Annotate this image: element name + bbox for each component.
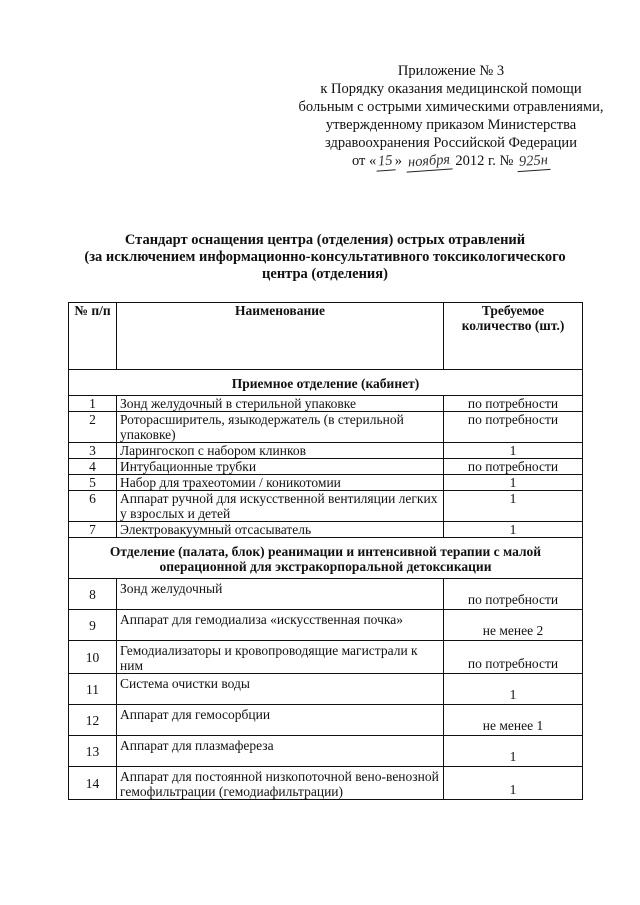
handwritten-order-number: 925н xyxy=(516,151,550,172)
row-name: Аппарат для постоянной низкопоточной вено-венозной гемофильтрации (гемодиафильтрации) xyxy=(117,767,444,800)
row-name: Роторасширитель, языкодержатель (в стерильной упаковке) xyxy=(117,412,444,443)
annex-title: Приложение № 3 xyxy=(397,63,505,79)
table-row xyxy=(69,641,583,674)
annex-date-line xyxy=(296,152,606,171)
document-title xyxy=(60,232,590,283)
row-name: Набор для трахеотомии / коникотомии xyxy=(117,475,444,491)
row-qty: по потребности xyxy=(444,396,583,412)
row-name: Зонд желудочный xyxy=(117,579,444,610)
row-name: Аппарат для плазмафереза xyxy=(117,736,444,767)
date-mid: » xyxy=(394,153,403,169)
row-qty: 1 xyxy=(444,443,583,459)
table-row xyxy=(69,443,583,459)
row-name: Ларингоскоп с набором клинков xyxy=(117,443,444,459)
row-num: 5 xyxy=(69,475,117,491)
annex-line-4: здравоохранения Российской Федерации xyxy=(325,135,577,151)
row-num: 2 xyxy=(69,412,117,443)
row-num: 11 xyxy=(69,674,117,705)
row-num: 13 xyxy=(69,736,117,767)
row-num: 10 xyxy=(69,641,117,674)
row-qty: не менее 2 xyxy=(444,610,583,641)
table-row xyxy=(69,579,583,610)
row-name: Аппарат для гемодиализа «искусственная почка» xyxy=(117,610,444,641)
section-header-reception xyxy=(69,370,583,396)
row-name: Электровакуумный отсасыватель xyxy=(117,522,444,538)
row-num: 3 xyxy=(69,443,117,459)
table-row xyxy=(69,674,583,705)
table-row xyxy=(69,459,583,475)
row-name: Аппарат для гемосорбции xyxy=(117,705,444,736)
table-row xyxy=(69,522,583,538)
row-qty: по потребности xyxy=(444,641,583,674)
row-qty: не менее 1 xyxy=(444,705,583,736)
header-num: № п/п xyxy=(69,303,117,370)
row-qty: по потребности xyxy=(444,579,583,610)
section-header-icu xyxy=(69,538,583,579)
annex-line-3: утвержденному приказом Министерства xyxy=(325,117,577,133)
row-name: Система очистки воды xyxy=(117,674,444,705)
table-header-row xyxy=(69,303,583,370)
row-name: Зонд желудочный в стерильной упаковке xyxy=(117,396,444,412)
row-qty: по потребности xyxy=(444,412,583,443)
title-line-2: (за исключением информационно-консультативного токсикологического xyxy=(84,249,566,265)
row-num: 6 xyxy=(69,491,117,522)
header-name: Наименование xyxy=(117,303,444,370)
row-num: 9 xyxy=(69,610,117,641)
row-name: Гемодиализаторы и кровопроводящие магистрали к ним xyxy=(117,641,444,674)
row-qty: 1 xyxy=(444,767,583,800)
row-qty: 1 xyxy=(444,475,583,491)
header-qty: Требуемое количество (шт.) xyxy=(444,303,583,370)
row-name: Аппарат ручной для искусственной вентиляции легких у взрослых и детей xyxy=(117,491,444,522)
row-num: 1 xyxy=(69,396,117,412)
title-line-1: Стандарт оснащения центра (отделения) острых отравлений xyxy=(124,232,526,248)
handwritten-day: 15 xyxy=(376,151,396,171)
table-row xyxy=(69,736,583,767)
row-num: 7 xyxy=(69,522,117,538)
row-qty: 1 xyxy=(444,491,583,522)
title-line-3: центра (отделения) xyxy=(262,266,388,282)
table-row xyxy=(69,610,583,641)
row-qty: по потребности xyxy=(444,459,583,475)
section-title: Отделение (палата, блок) реанимации и интенсивной терапии с малой операционной для экстракорпоральной детоксикации xyxy=(69,538,583,579)
annex-line-1: к Порядку оказания медицинской помощи xyxy=(320,81,582,97)
row-qty: 1 xyxy=(444,522,583,538)
table-row xyxy=(69,396,583,412)
row-num: 4 xyxy=(69,459,117,475)
date-year: 2012 г. № xyxy=(455,153,514,169)
row-name: Интубационные трубки xyxy=(117,459,444,475)
row-num: 8 xyxy=(69,579,117,610)
handwritten-month: ноября xyxy=(405,150,452,172)
annex-header xyxy=(296,62,606,171)
row-qty: 1 xyxy=(444,674,583,705)
date-prefix: от « xyxy=(352,153,377,169)
section-title: Приемное отделение (кабинет) xyxy=(69,370,583,396)
table-row xyxy=(69,767,583,800)
equipment-table xyxy=(68,302,583,800)
row-qty: 1 xyxy=(444,736,583,767)
row-num: 14 xyxy=(69,767,117,800)
table-row xyxy=(69,491,583,522)
table-row xyxy=(69,412,583,443)
row-num: 12 xyxy=(69,705,117,736)
annex-line-2: больным с острыми химическими отравлениями, xyxy=(298,99,604,115)
table-row xyxy=(69,705,583,736)
table-row xyxy=(69,475,583,491)
